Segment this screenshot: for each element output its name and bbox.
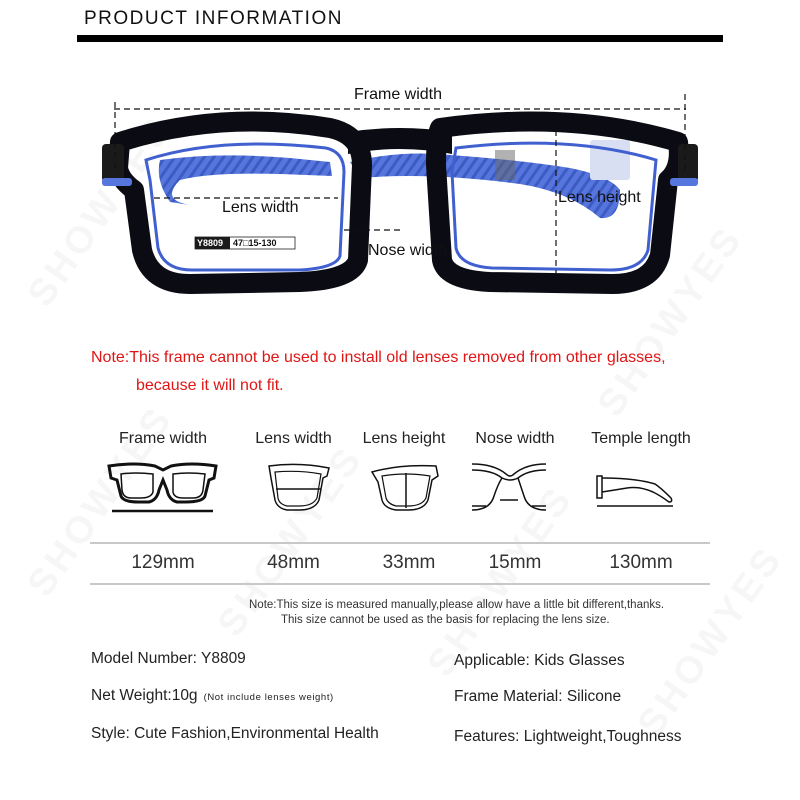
spec-model-number (91, 650, 246, 668)
fit-warning-line2: because it will not fit. (136, 377, 284, 394)
size-header-temple-length: Temple length (591, 430, 691, 447)
lens-height-icon (370, 460, 440, 515)
spec-features-text: Features: Lightweight,Toughness (454, 728, 682, 745)
spec-frame-material (454, 688, 621, 706)
spec-style (91, 725, 379, 743)
size-header-lens-height: Lens height (362, 430, 446, 447)
spec-style-text: Style: Cute Fashion,Environmental Health (91, 725, 379, 742)
size-value-nose-width: 15mm (488, 552, 542, 573)
frame-width-label: Frame width (354, 86, 443, 103)
measurement-note-line2: This size cannot be used as the basis for replacing the lens size. (281, 614, 610, 626)
lens-height-label: Lens height (558, 189, 641, 206)
spec-net-weight (91, 687, 334, 705)
lens-width-label: Lens width (222, 199, 299, 216)
spec-applicable (454, 652, 625, 670)
size-value-lens-width: 48mm (267, 552, 320, 573)
table-divider-bottom (90, 583, 710, 585)
size-value-frame-width: 129mm (131, 552, 195, 573)
fit-warning-line1: Note:This frame cannot be used to install old lenses removed from other glasses, (91, 349, 666, 366)
measurement-note-line1: Note:This size is measured manually,please allow have a little bit different,thanks. (249, 599, 665, 611)
size-header-frame-width: Frame width (118, 430, 208, 447)
spec-net-weight-text: Net Weight:10g (91, 687, 198, 704)
frame-width-icon (105, 460, 220, 515)
product-photo (100, 80, 700, 300)
size-header-lens-width: Lens width (255, 430, 332, 447)
spec-frame-material-text: Frame Material: Silicone (454, 688, 622, 705)
header-divider (77, 35, 723, 42)
size-header-nose-width: Nose width (475, 430, 555, 447)
size-value-lens-height: 33mm (382, 552, 436, 573)
nose-width-label: Nose width (368, 242, 448, 259)
size-value-temple-length: 130mm (609, 552, 673, 573)
temple-length-icon (595, 460, 675, 515)
temple-size-print: 47□15-130 (233, 238, 277, 248)
temple-model-print: Y8809 (197, 238, 224, 248)
table-divider-top (90, 542, 710, 544)
spec-net-weight-note: (Not include lenses weight) (203, 692, 334, 703)
spec-features (454, 728, 681, 746)
nose-width-icon (472, 460, 547, 515)
section-title: PRODUCT INFORMATION (84, 8, 343, 29)
spec-applicable-text: Applicable: Kids Glasses (454, 652, 625, 669)
lens-width-icon (265, 460, 333, 515)
spec-model-number-text: Model Number: Y8809 (91, 650, 246, 667)
